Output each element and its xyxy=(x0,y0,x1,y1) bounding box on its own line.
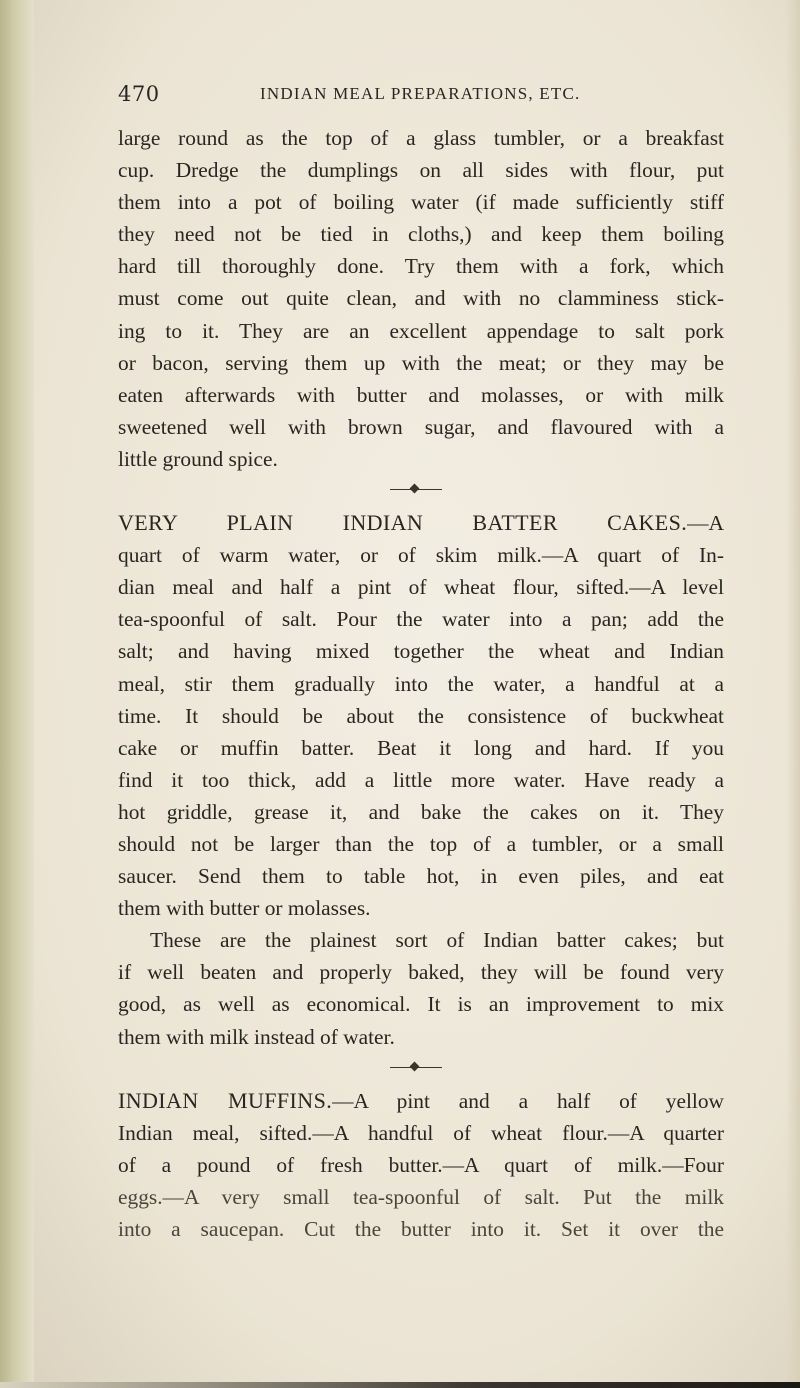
text-line: eggs.—A very small tea-spoonful of salt. Put the milk xyxy=(118,1184,724,1209)
text-line: saucer. Send them to table hot, in even piles, and eat xyxy=(118,864,724,889)
text-line: good, as well as economical. It is an improvement to mix xyxy=(118,992,724,1017)
recipe-first-line xyxy=(118,507,724,539)
text-line: sweetened well with brown sugar, and flavoured with a xyxy=(118,414,724,439)
text-line: if well beaten and properly baked, they will be found very xyxy=(118,960,724,985)
text-line: tea-spoonful of salt. Pour the water into a pan; add the xyxy=(118,607,724,632)
text-line: meal, stir them gradually into the water, a handful at a xyxy=(118,671,724,696)
page-header xyxy=(118,82,724,112)
text-line: dian meal and half a pint of wheat flour, sifted.—A level xyxy=(118,575,724,600)
recipe-batter-cakes xyxy=(118,507,724,1053)
text-line: they need not be tied in cloths,) and keep them boiling xyxy=(118,222,724,247)
text-line: Indian meal, sifted.—A handful of wheat flour.—A quarter xyxy=(118,1120,724,1145)
page-number: 470 xyxy=(118,82,160,106)
section-divider xyxy=(118,1053,724,1085)
paragraph-dumplings xyxy=(118,122,724,475)
text-line: should not be larger than the top of a tumbler, or a small xyxy=(118,831,724,856)
text-line: them with butter or molasses. xyxy=(118,896,371,921)
section-divider xyxy=(118,475,724,507)
recipe-heading: INDIAN MUFFINS. xyxy=(118,1087,333,1113)
recipe-first-line xyxy=(118,1085,724,1117)
text-line: time. It should be about the consistence of buckwheat xyxy=(118,703,724,728)
text-line: cup. Dredge the dumplings on all sides with flour, put xyxy=(118,158,724,183)
recipe-indian-muffins xyxy=(118,1085,724,1245)
recipe-heading: VERY PLAIN INDIAN BATTER CAKES. xyxy=(118,510,688,536)
heading-continuation: —A pint and a half of yellow xyxy=(332,1088,724,1113)
text-line: quart of warm water, or of skim milk.—A quart of In- xyxy=(118,543,724,568)
divider-diamond-icon xyxy=(410,484,420,494)
text-line: them with milk instead of water. xyxy=(118,1024,395,1049)
text-line: cake or muffin batter. Beat it long and hard. If you xyxy=(118,735,724,760)
text-line: These are the plainest sort of Indian batter cakes; but xyxy=(150,928,724,953)
divider-diamond-icon xyxy=(410,1061,420,1071)
page-edge-shadow xyxy=(786,0,800,1388)
text-line: of a pound of fresh butter.—A quart of milk.—Four xyxy=(118,1152,724,1177)
text-line: hard till thoroughly done. Try them with a fork, which xyxy=(118,254,724,279)
text-line: hot griddle, grease it, and bake the cakes on it. They xyxy=(118,799,724,824)
text-line: ing to it. They are an excellent appendage to salt pork xyxy=(118,318,724,343)
text-line: little ground spice. xyxy=(118,446,278,471)
text-line: them into a pot of boiling water (if made sufficiently stiff xyxy=(118,190,724,215)
heading-continuation: —A xyxy=(687,511,724,536)
text-line: into a saucepan. Cut the butter into it. Set it over the xyxy=(118,1217,724,1241)
text-line: salt; and having mixed together the wheat and Indian xyxy=(118,639,724,664)
page-gutter-shadow xyxy=(0,0,34,1388)
running-title: INDIAN MEAL PREPARATIONS, ETC. xyxy=(260,84,581,103)
text-line: or bacon, serving them up with the meat; or they may be xyxy=(118,350,724,375)
text-line: large round as the top of a glass tumbler, or a breakfast xyxy=(118,126,724,150)
text-line: find it too thick, add a little more water. Have ready a xyxy=(118,767,724,792)
page-bottom-edge xyxy=(0,1382,800,1388)
page-body xyxy=(118,122,724,1245)
text-line: must come out quite clean, and with no clamminess stick- xyxy=(118,286,724,311)
text-line: eaten afterwards with butter and molasses, or with milk xyxy=(118,382,724,407)
